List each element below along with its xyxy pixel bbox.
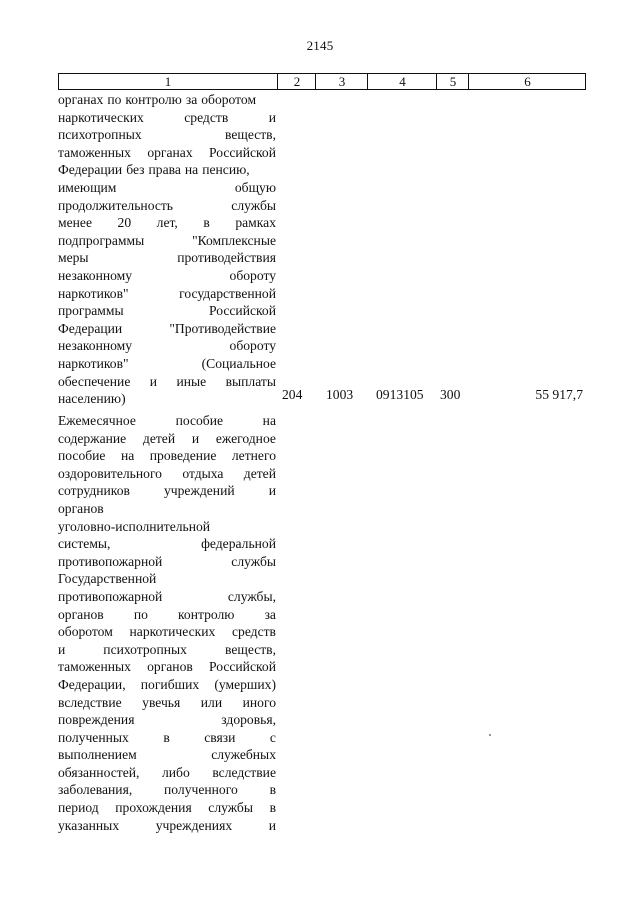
text-line: органах по контролю за оборотом bbox=[58, 92, 257, 107]
text-line: противопожарной службы bbox=[58, 553, 276, 569]
text-line: наркотических средств и bbox=[58, 109, 276, 125]
row-1-description bbox=[58, 91, 276, 408]
row-1-ministry-code: 204 bbox=[282, 387, 303, 402]
text-line: населению) bbox=[58, 391, 126, 407]
scan-speck bbox=[489, 734, 491, 736]
text-line: указанных учреждениях и bbox=[58, 817, 276, 833]
text-line: незаконному обороту bbox=[58, 338, 276, 354]
row-2-description bbox=[58, 412, 276, 834]
text-line: продолжительность службы bbox=[58, 197, 276, 213]
text-line: и психотропных веществ, bbox=[58, 641, 276, 657]
text-line: таможенных органов Российской bbox=[58, 659, 276, 675]
text-line: обеспечение и иные выплаты bbox=[58, 373, 276, 389]
text-line: Ежемесячное пособие на bbox=[58, 413, 276, 428]
column-header-5: 5 bbox=[436, 74, 469, 89]
text-line: менее 20 лет, в рамках bbox=[58, 215, 276, 231]
text-line: повреждения здоровья, bbox=[58, 712, 276, 728]
row-1-expense-type: 300 bbox=[440, 387, 461, 402]
row-1-amount: 55 917,7 bbox=[535, 387, 583, 402]
text-line: Федерации, погибших (умерших) bbox=[58, 676, 276, 692]
table-header-row bbox=[58, 73, 586, 90]
text-line: оборотом наркотических средств bbox=[58, 624, 276, 640]
text-line: незаконному обороту bbox=[58, 267, 276, 283]
text-line: Государственной bbox=[58, 571, 157, 587]
text-line: обязанностей, либо вследствие bbox=[58, 764, 276, 780]
text-line: выполнением служебных bbox=[58, 747, 276, 763]
text-line: противопожарной службы, bbox=[58, 588, 276, 604]
text-line: полученных в связи с bbox=[58, 729, 276, 745]
text-line: заболевания, полученного в bbox=[58, 782, 276, 798]
text-line: меры противодействия bbox=[58, 250, 276, 266]
text-line: системы, федеральной bbox=[58, 536, 276, 552]
text-line: сотрудников учреждений и bbox=[58, 483, 276, 499]
text-line: наркотиков" (Социальное bbox=[58, 355, 276, 371]
text-line: подпрограммы "Комплексные bbox=[58, 232, 276, 248]
text-line: психотропных веществ, bbox=[58, 127, 276, 143]
text-line: программы Российской bbox=[58, 303, 276, 319]
text-line: органов по контролю за bbox=[58, 606, 276, 622]
column-header-1: 1 bbox=[164, 74, 172, 89]
column-header-4: 4 bbox=[367, 74, 437, 89]
text-line: наркотиков" государственной bbox=[58, 285, 276, 301]
text-line: Федерации "Противодействие bbox=[58, 320, 276, 336]
text-line: имеющим общую bbox=[58, 179, 276, 195]
text-line: Федерации без права на пенсию, bbox=[58, 162, 250, 178]
page-number: 2145 bbox=[306, 38, 334, 53]
column-header-2: 2 bbox=[277, 74, 316, 89]
row-1-section-code: 1003 bbox=[326, 387, 354, 402]
text-line: период прохождения службы в bbox=[58, 800, 276, 816]
column-header-6: 6 bbox=[468, 74, 586, 89]
text-line: уголовно-исполнительной bbox=[58, 518, 211, 534]
text-line: оздоровительного отдыха детей bbox=[58, 465, 276, 481]
text-line: пособие на проведение летнего bbox=[58, 448, 276, 464]
row-1-target-article: 0913105 bbox=[376, 387, 424, 402]
text-line: содержание детей и ежегодное bbox=[58, 430, 276, 446]
column-header-3: 3 bbox=[315, 74, 368, 89]
text-line: таможенных органах Российской bbox=[58, 144, 276, 160]
text-line: вследствие увечья или иного bbox=[58, 694, 276, 710]
text-line: органов bbox=[58, 500, 104, 516]
